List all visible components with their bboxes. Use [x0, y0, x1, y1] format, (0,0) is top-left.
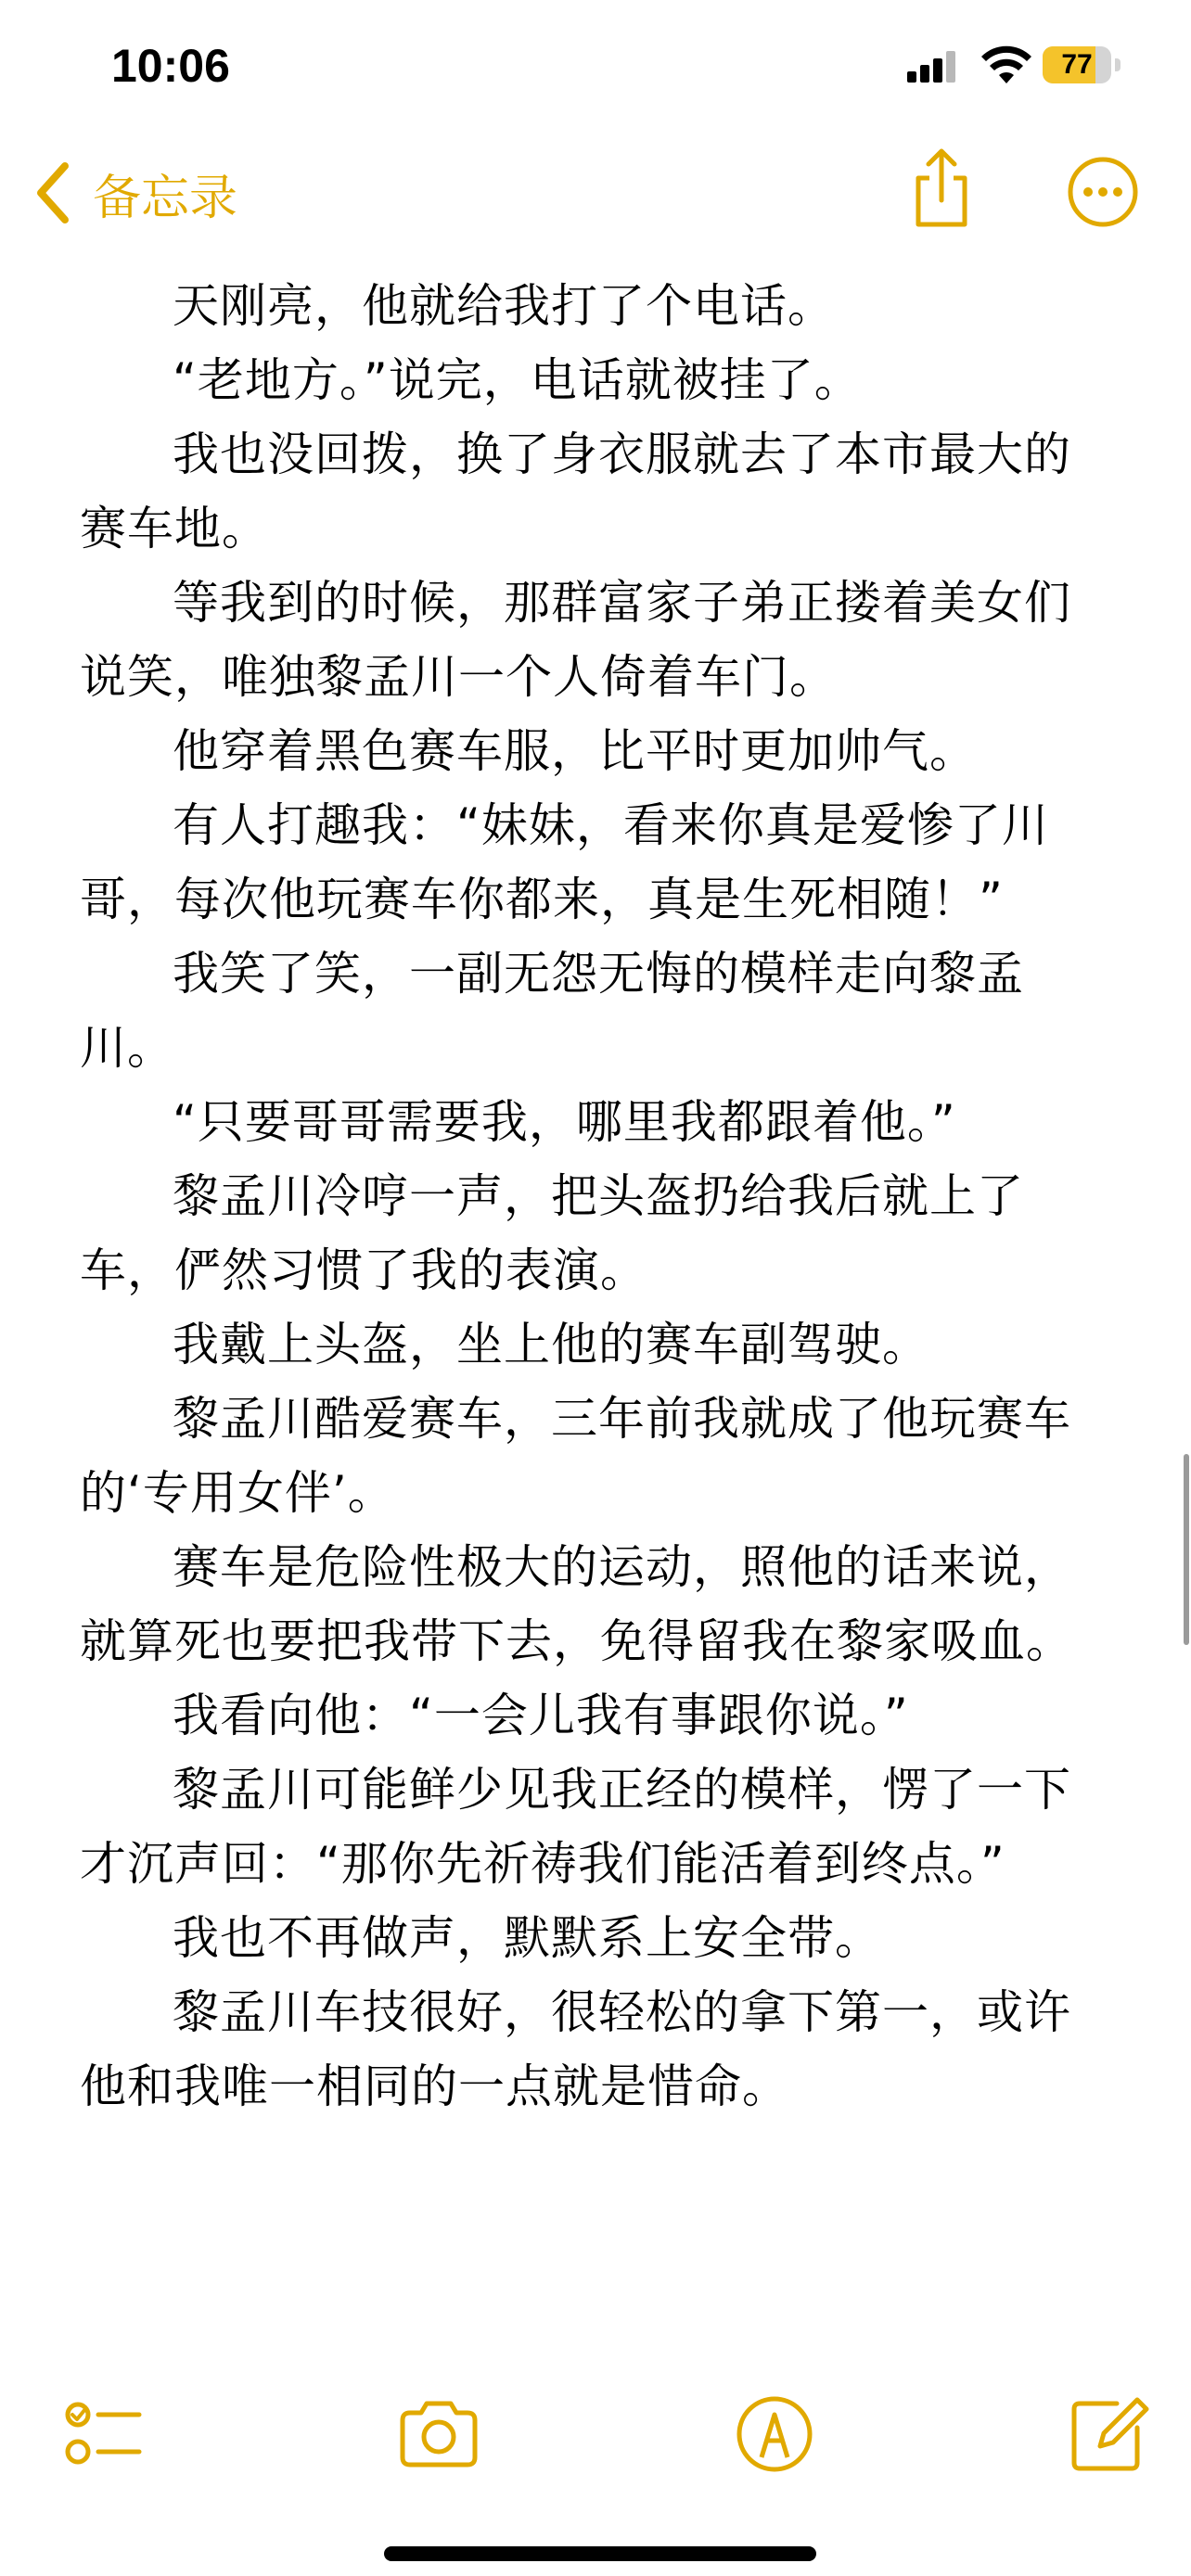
note-paragraph: 我也没回拨，换了身衣服就去了本市最大的赛车地。 — [80, 427, 1071, 555]
status-time: 10:06 — [111, 40, 230, 92]
home-indicator[interactable] — [384, 2546, 816, 2561]
back-button-label: 备忘录 — [93, 170, 238, 226]
note-paragraph: 我笑了笑，一副无怨无悔的模样走向黎孟川。 — [80, 947, 1024, 1075]
note-paragraph: “老地方。”说完，电话就被挂了。 — [173, 353, 862, 407]
checklist-icon[interactable] — [61, 2392, 145, 2476]
note-paragraph: 他穿着黑色赛车服，比平时更加帅气。 — [173, 724, 977, 778]
battery-level: 77 — [1061, 49, 1093, 80]
more-options-icon[interactable] — [1067, 156, 1139, 228]
status-bar — [0, 0, 1191, 139]
markup-pen-icon[interactable] — [733, 2392, 816, 2476]
note-paragraph: 天刚亮，他就给我打了个电话。 — [173, 279, 835, 333]
note-paragraph: 有人打趣我：“妹妹，看来你真是爱惨了川哥，每次他玩赛车你都来，真是生死相随！” — [80, 798, 1049, 926]
cellular-signal-icon — [907, 51, 957, 83]
scroll-indicator[interactable] — [1184, 1454, 1189, 1645]
note-paragraph: 我戴上头盔，坐上他的赛车副驾驶。 — [173, 1318, 929, 1371]
compose-icon[interactable] — [1067, 2392, 1150, 2476]
note-paragraph: 赛车是危险性极大的运动，照他的话来说，就算死也要把我带下去，免得留我在黎家吸血。 — [80, 1540, 1073, 1668]
back-button[interactable] — [33, 156, 237, 230]
note-paragraph: 黎孟川酷爱赛车，三年前我就成了他玩赛车的‘专用女伴’。 — [80, 1392, 1071, 1520]
note-paragraph: 黎孟川可能鲜少见我正经的模样，愣了一下才沉声回：“那你先祈祷我们能活着到终点。” — [80, 1763, 1071, 1891]
chevron-left-icon — [33, 160, 74, 225]
wifi-icon — [981, 45, 1031, 83]
note-paragraph: 等我到的时候，那群富家子弟正搂着美女们说笑，唯独黎孟川一个人倚着车门。 — [80, 576, 1071, 704]
note-paragraph: 我也不再做声，默默系上安全带。 — [173, 1911, 882, 1965]
camera-icon[interactable] — [397, 2392, 480, 2476]
note-paragraph: “只要哥哥需要我，哪里我都跟着他。” — [173, 1095, 956, 1149]
note-body[interactable] — [80, 269, 1111, 2123]
share-icon[interactable] — [909, 147, 974, 230]
note-paragraph: 黎孟川车技很好，很轻松的拿下第一，或许他和我唯一相同的一点就是惜命。 — [80, 1985, 1071, 2113]
note-paragraph: 黎孟川冷哼一声，把头盔扔给我后就上了车，俨然习惯了我的表演。 — [80, 1169, 1024, 1297]
battery-icon — [1043, 46, 1122, 83]
note-paragraph: 我看向他：“一会儿我有事跟你说。” — [173, 1689, 909, 1742]
